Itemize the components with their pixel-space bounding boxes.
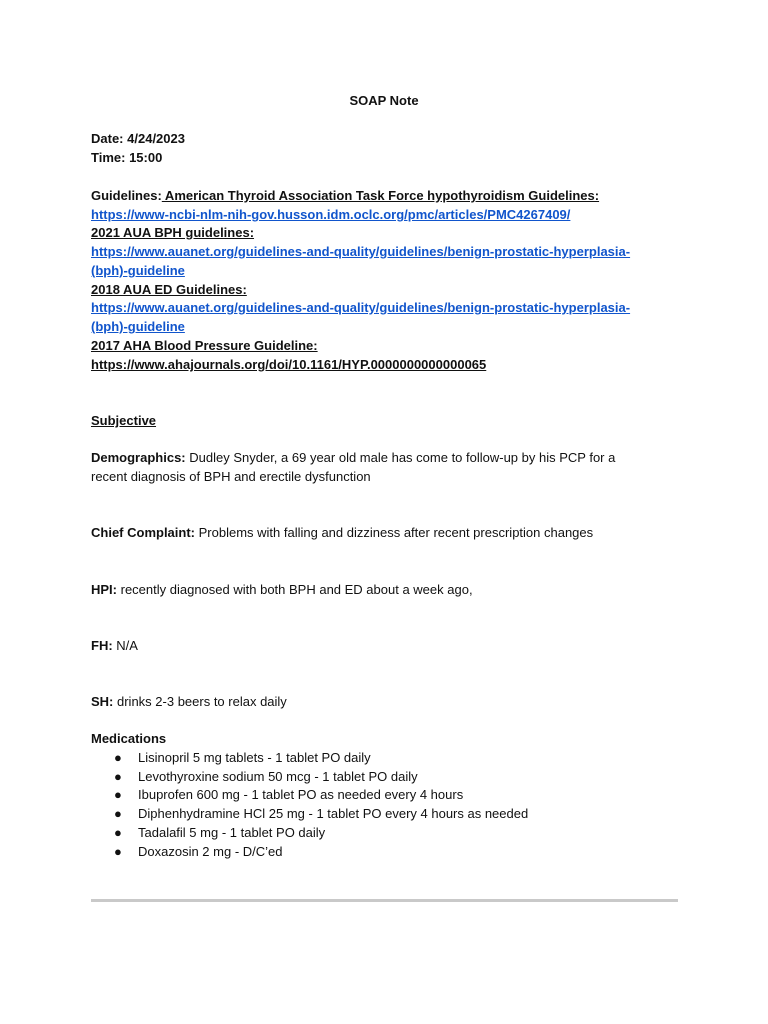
medication-text: Levothyroxine sodium 50 mcg - 1 tablet PO daily [138,769,418,784]
bullet-icon: ● [114,844,122,859]
sh-line [91,692,287,711]
medication-item [114,842,283,861]
sh-label: SH: [91,694,114,709]
date-line [91,129,185,148]
bph-guideline-link-line1[interactable]: https://www.auanet.org/guidelines-and-quality/guidelines/benign-prostatic-hyperplasia- [91,244,631,259]
page-title: SOAP Note [349,93,419,108]
date-label: Date: [91,131,124,146]
chief-complaint-label: Chief Complaint: [91,525,195,540]
medication-text: Tadalafil 5 mg - 1 tablet PO daily [138,825,326,840]
medication-item [114,748,371,767]
demographics-line2: recent diagnosis of BPH and erectile dysfunction [91,469,371,484]
medication-text: Lisinopril 5 mg tablets - 1 tablet PO daily [138,750,371,765]
bullet-icon: ● [114,750,122,765]
medication-item [114,823,325,842]
demographics-text: Dudley Snyder, a 69 year old male has come to follow-up by his PCP for a [185,450,616,465]
medication-text: Diphenhydramine HCl 25 mg - 1 tablet PO every 4 hours as needed [138,806,529,821]
horizontal-divider [91,899,678,902]
bullet-icon: ● [114,806,122,821]
ed-guideline-link-line1[interactable]: https://www.auanet.org/guidelines-and-quality/guidelines/benign-prostatic-hyperplasia- [91,300,631,315]
fh-line [91,636,138,655]
guidelines-line [91,186,599,205]
chief-complaint-line [91,523,593,542]
guidelines-label: Guidelines: [91,188,162,203]
aha-guideline-title: 2017 AHA Blood Pressure Guideline: [91,338,318,353]
bph-guideline-title: 2021 AUA BPH guidelines: [91,225,255,240]
medication-item [114,785,463,804]
chief-complaint-text: Problems with falling and dizziness after recent prescription changes [195,525,594,540]
bullet-icon: ● [114,769,122,784]
medication-text: Ibuprofen 600 mg - 1 tablet PO as needed every 4 hours [138,787,464,802]
demographics-label: Demographics: [91,450,186,465]
time-label: Time: [91,150,126,165]
thyroid-guideline-link[interactable]: https://www-ncbi-nlm-nih-gov.husson.idm.oclc.org/pmc/articles/PMC4267409/ [91,207,571,222]
subjective-heading: Subjective [91,413,157,428]
medication-item [114,804,528,823]
demographics-line1 [91,448,615,467]
date-value: 4/24/2023 [127,131,185,146]
time-value: 15:00 [129,150,163,165]
time-line [91,148,162,167]
thyroid-guideline-title: American Thyroid Association Task Force hypothyroidism Guidelines: [161,188,600,203]
aha-guideline-url: https://www.ahajournals.org/doi/10.1161/HYP.0000000000000065 [91,357,487,372]
ed-guideline-title: 2018 AUA ED Guidelines: [91,282,247,297]
bullet-icon: ● [114,825,122,840]
bullet-icon: ● [114,787,122,802]
ed-guideline-link-line2[interactable]: (bph)-guideline [91,319,185,334]
hpi-text: recently diagnosed with both BPH and ED about a week ago, [117,582,473,597]
medication-item [114,767,418,786]
fh-text: N/A [112,638,138,653]
medication-text: Doxazosin 2 mg - D/C’ed [138,844,283,859]
hpi-line [91,580,473,599]
medications-heading: Medications [91,731,167,746]
bph-guideline-link-line2[interactable]: (bph)-guideline [91,263,185,278]
fh-label: FH: [91,638,113,653]
hpi-label: HPI: [91,582,117,597]
sh-text: drinks 2-3 beers to relax daily [113,694,287,709]
